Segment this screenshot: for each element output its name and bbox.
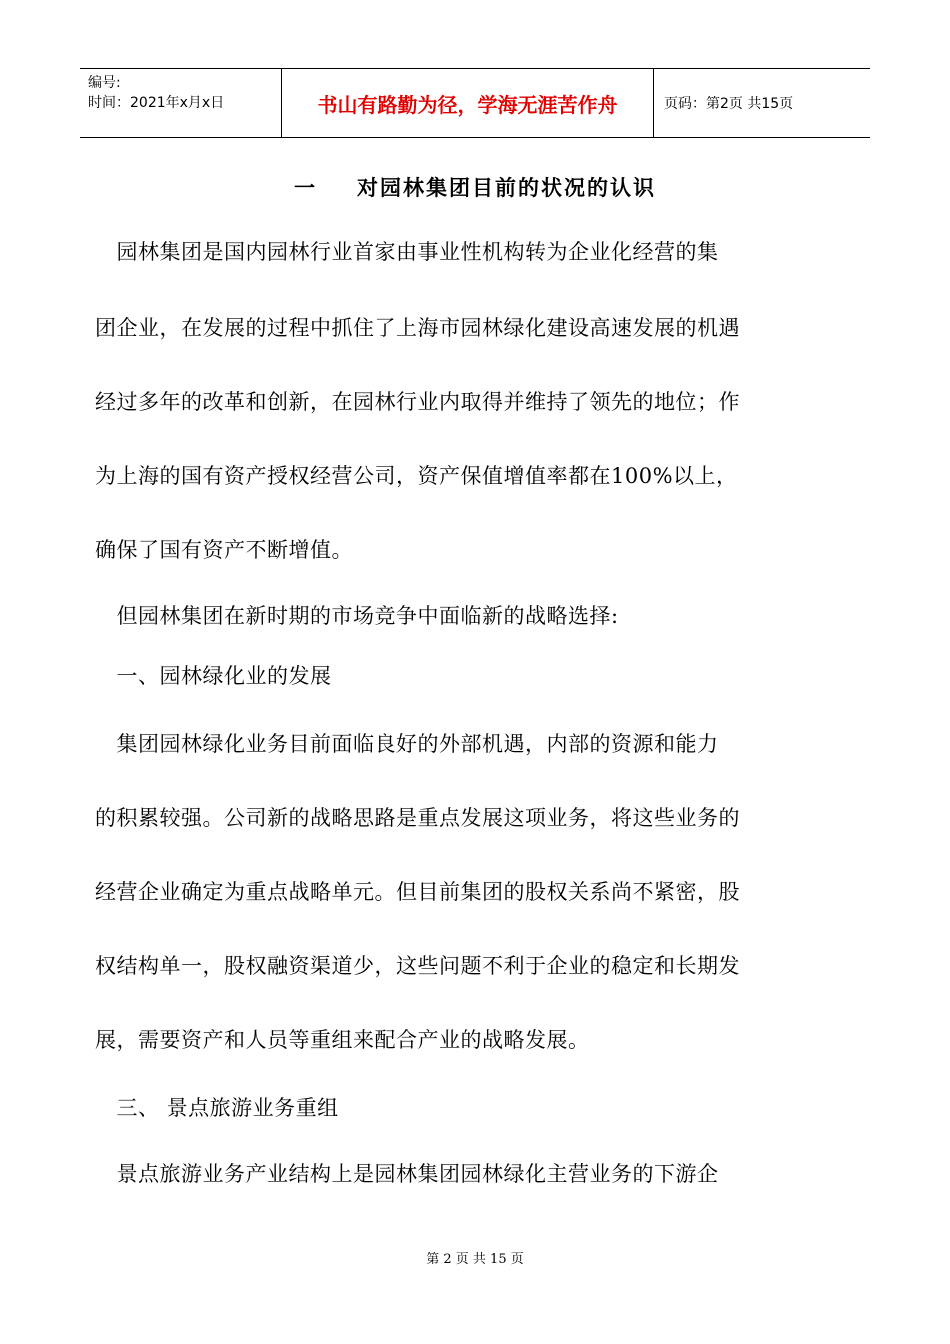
header-table: [80, 68, 870, 138]
page-info-cell: [654, 69, 870, 137]
body-line: 为上海的国有资产授权经营公司，资产保值增值率都在100%以上，: [95, 464, 738, 488]
body-line: 权结构单一，股权融资渠道少，这些问题不利于企业的稳定和长期发: [95, 954, 740, 978]
page-footer: 第 2 页 共 15 页: [426, 1252, 524, 1267]
body-line: 经营企业确定为重点战略单元。但目前集团的股权关系尚不紧密，股: [95, 880, 740, 904]
time-label: 时间：2021年x月x日: [88, 95, 225, 111]
body-line: 园林集团是国内园林行业首家由事业性机构转为企业化经营的集: [95, 240, 719, 264]
page-info-text: 页码：第2页 共15页: [664, 96, 794, 112]
header-meta-cell: [80, 69, 282, 137]
body-line: 经过多年的改革和创新，在园林行业内取得并维持了领先的地位；作: [95, 390, 740, 414]
body-line: 集团园林绿化业务目前面临良好的外部机遇，内部的资源和能力: [95, 732, 719, 756]
body-line: 确保了国有资产不断增值。: [95, 538, 353, 562]
motto-text: 书山有路勤为径，学海无涯苦作舟: [317, 92, 618, 117]
body-line: 展，需要资产和人员等重组来配合产业的战略发展。: [95, 1028, 590, 1052]
motto-cell: [282, 69, 654, 137]
body-line: 一、园林绿化业的发展: [95, 664, 332, 688]
number-label: 编号:: [88, 75, 121, 91]
body-line: 但园林集团在新时期的市场竞争中面临新的战略选择:: [95, 604, 619, 628]
section-title: [0, 172, 950, 202]
body-line: 的积累较强。公司新的战略思路是重点发展这项业务，将这些业务的: [95, 806, 740, 830]
body-line: 景点旅游业务产业结构上是园林集团园林绿化主营业务的下游企: [95, 1162, 719, 1186]
section-number: 一: [294, 176, 317, 200]
body-line: 团企业，在发展的过程中抓住了上海市园林绿化建设高速发展的机遇: [95, 316, 740, 340]
section-title-text: 对园林集团目前的状况的认识: [357, 176, 656, 200]
body-line: 三、 景点旅游业务重组: [95, 1096, 339, 1120]
